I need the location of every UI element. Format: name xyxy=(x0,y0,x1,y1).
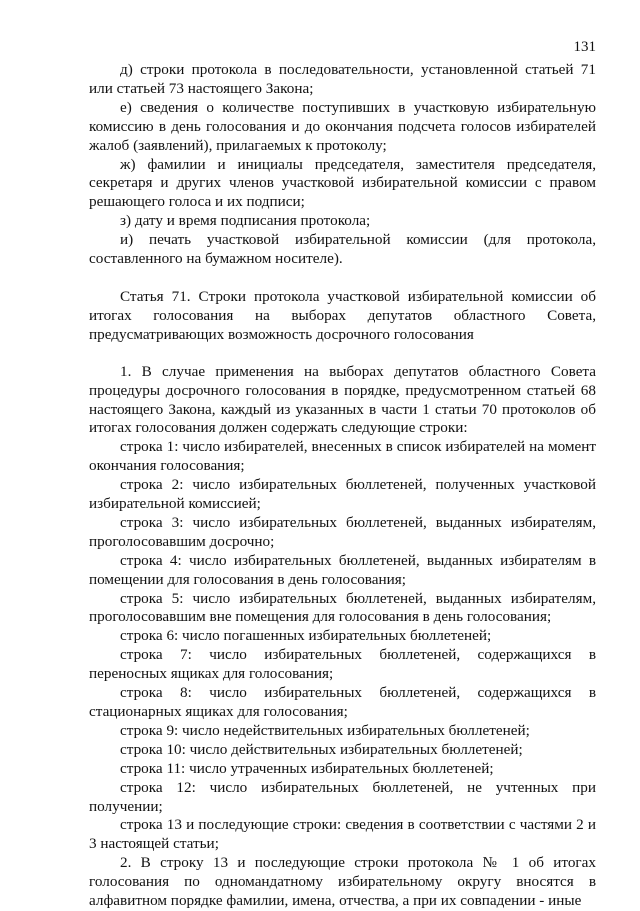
protocol-line-3: строка 3: число избирательных бюллетеней, выданных избирателям, проголосовавшим досрочно; xyxy=(89,513,596,550)
paragraph-item-i: и) печать участковой избирательной комиссии (для протокола, составленного на бумажном носителе). xyxy=(89,231,596,268)
paragraph-part-2: 2. В строку 13 и последующие строки протокола № 1 об итогах голосования по одномандатному избирательному округу вносятся в алфавитном порядке фамилии, имена, отчества, а при их совпадении - иные xyxy=(89,854,596,910)
paragraph-spacer xyxy=(89,269,596,288)
paragraph-item-e: е) сведения о количестве поступивших в участковую избирательную комиссию в день голосования и до окончания подсчета голосов избирателей жалоб (заявлений), прилагаемых к протоколу; xyxy=(89,98,596,154)
protocol-line-9: строка 9: число недействительных избирательных бюллетеней; xyxy=(120,721,530,739)
paragraph-spacer xyxy=(89,345,596,363)
article-heading: Статья 71. Строки протокола участковой избирательной комиссии об итогах голосования на выборах депутатов областного Совета, предусматривающих возможность досрочного голосования xyxy=(89,287,596,343)
protocol-line-6: строка 6: число погашенных избирательных бюллетеней; xyxy=(120,627,492,645)
protocol-line-1: строка 1: число избирателей, внесенных в список избирателей на момент окончания голосования; xyxy=(89,438,596,475)
paragraph-item-zh: ж) фамилии и инициалы председателя, заместителя председателя, секретаря и других членов участковой избирательной комиссии с правом решающего голоса и их подписи; xyxy=(89,155,596,211)
page-number: 131 xyxy=(573,39,596,55)
protocol-line-2: строка 2: число избирательных бюллетеней, полученных участковой избирательной комиссией; xyxy=(89,476,596,513)
paragraph-item-z: з) дату и время подписания протокола; xyxy=(120,212,371,230)
protocol-line-11: строка 11: число утраченных избирательных бюллетеней; xyxy=(120,759,494,777)
protocol-line-5: строка 5: число избирательных бюллетеней, выданных избирателям, проголосовавшим вне помещения для голосования в день голосования; xyxy=(89,589,596,626)
paragraph-item-d: д) строки протокола в последовательности, установленной статьей 71 или статьей 73 настоящего Закона; xyxy=(89,61,596,97)
protocol-line-13: строка 13 и последующие строки: сведения в соответствии с частями 2 и 3 настоящей статьи; xyxy=(89,816,596,853)
protocol-line-12: строка 12: число избирательных бюллетеней, не учтенных при получении; xyxy=(89,778,596,815)
protocol-line-8: строка 8: число избирательных бюллетеней, содержащихся в стационарных ящиках для голосования; xyxy=(89,684,596,720)
protocol-line-10: строка 10: число действительных избирательных бюллетеней; xyxy=(120,740,523,758)
paragraph-part-1: 1. В случае применения на выборах депутатов областного Совета процедуры досрочного голосования в порядке, предусмотренном статьей 68 настоящего Закона, каждый из указанных в части 1 статьи 70 протоколов об итогах голосования должен содержать следующие строки: xyxy=(89,362,596,437)
protocol-line-4: строка 4: число избирательных бюллетеней, выданных избирателям в помещении для голосования в день голосования; xyxy=(89,551,596,588)
document-body xyxy=(89,61,596,911)
protocol-line-7: строка 7: число избирательных бюллетеней, содержащихся в переносных ящиках для голосования; xyxy=(89,646,596,683)
